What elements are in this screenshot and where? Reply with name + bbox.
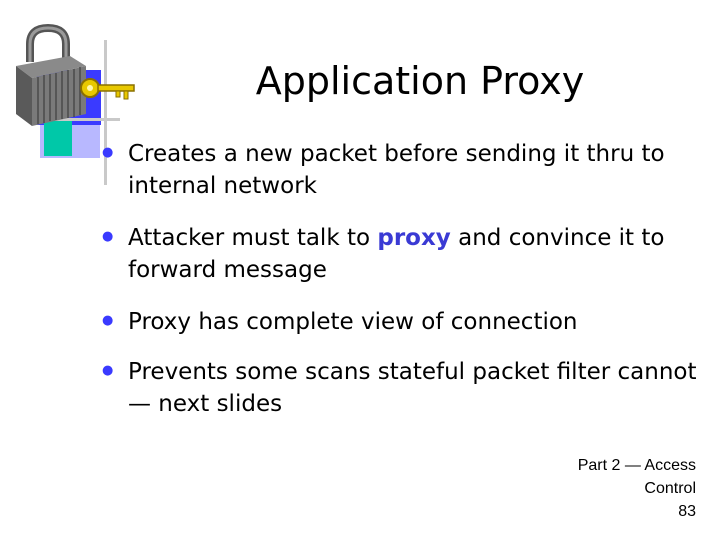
bullet-text: Creates a new packet before sending it thru to internal network [128, 141, 665, 199]
bullet-item [100, 222, 710, 286]
bullet-text-before: Attacker must talk to [128, 225, 378, 251]
bullet-dot-icon: ● [102, 145, 114, 160]
bullet-item [100, 138, 710, 202]
bullet-item [100, 306, 710, 338]
bullet-dot-icon: ● [102, 363, 114, 378]
bullet-list [100, 138, 710, 420]
bullet-dot-icon: ● [102, 313, 114, 328]
footer-section-line2: Control [644, 480, 696, 497]
key-icon [81, 79, 134, 99]
bullet-text: Proxy has complete view of connection [128, 309, 578, 335]
page-number: 83 [678, 503, 696, 520]
slide-title: Application Proxy [255, 59, 585, 103]
slide-footer [578, 454, 696, 523]
bullet-text: Prevents some scans stateful packet filter cannot — next slides [128, 359, 697, 417]
padlock-icon [8, 22, 138, 127]
highlighted-word: proxy [377, 225, 451, 251]
bullet-text-after: and convince it to forward message [128, 225, 665, 283]
footer-section-line1: Part 2 — Access [577, 457, 696, 474]
bullet-item [100, 356, 710, 420]
bullet-dot-icon: ● [102, 229, 114, 244]
